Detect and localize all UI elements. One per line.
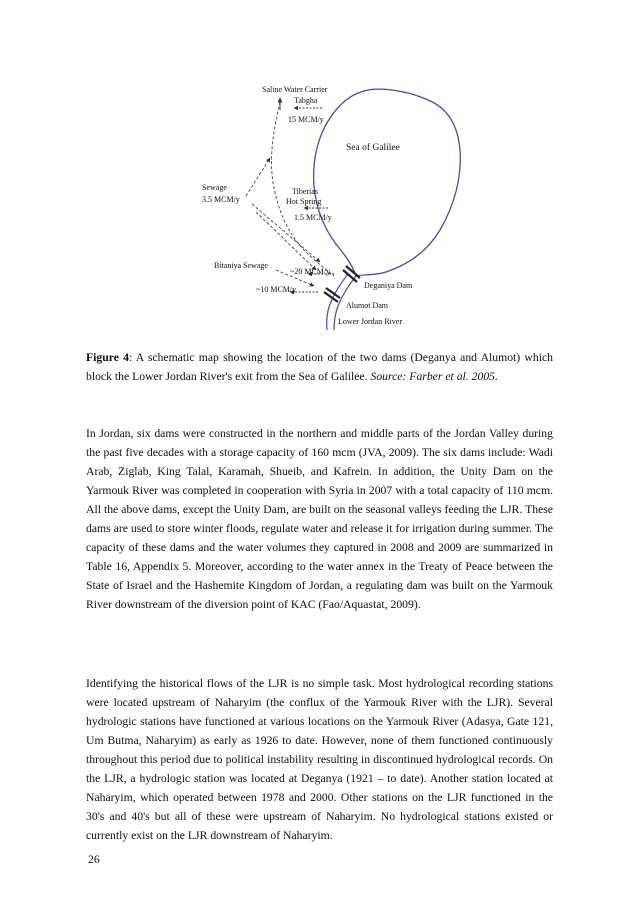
caption-source: Source: Farber et al. 2005. [370,370,498,383]
sewage-arrow [246,158,270,196]
label-saline-water-carrier: Saline Water Carrier [262,85,328,94]
figure-caption [86,348,553,386]
caption-label: Figure 4 [86,351,129,364]
map-drawing [196,78,486,340]
paragraph-text: Identifying the historical flows of the LJR is no simple task. Most hydrological recording stations were located upstream of Naharyim (the conflux of the Yarmouk River with the LJR). Several hydrologic stations have functioned at various locations on the Yarmouk River (Adasya, Gate 121, Um Butma, Naharyim) as early as 1926 to date. However, none of them functioned continuously throughout this period due to political instability resulting in discontinued hydrological records. On the LJR, a hydrologic station was located at Deganya (1921 – to date). Another station located at Naharyim, which operated between 1978 and 2000. Other stations on the LJR functioned in the 30's and 40's but all of these were upstream of Naharyim. No hydrological stations existed or currently exist on the LJR downstream of Naharyim. [86,677,553,842]
label-tabgha-flow: 15 MCM/y [288,115,324,124]
label-sewage: Sewage [202,183,227,192]
label-alumot-dam: Alumot Dam [346,301,388,310]
sea-of-galilee-outline [314,89,461,276]
label-sea-of-galilee: Sea of Galilee [346,143,400,153]
paragraph-text: In Jordan, six dams were constructed in the northern and middle parts of the Jordan Valley during the past five decades with a storage capacity of 160 mcm (JVA, 2009). The six dams include: Wadi Arab, Ziglab, King Talal, Karamah, Shueib, and Kafrein. In addition, the Unity Dam on the Yarmouk River was completed in cooperation with Syria in 2007 with a total capacity of 110 mcm. All the above dams, except the Unity Dam, are built on the seasonal valleys feeding the LJR. These dams are used to store winter floods, regulate water and release it for irrigation during summer. The capacity of these dams and the water volumes they captured in 2008 and 2009 are summarized in Table 16, Appendix 5. Moreover, according to the water annex in the Treaty of Peace between the State of Israel and the Hashemite Kingdom of Jordan, a regulating dam was built on the Yarmouk River downstream of the diversion point of KAC (Fao/Aquastat, 2009). [86,427,553,611]
schematic-map-figure [196,78,486,340]
body-paragraph-historical-flows [86,674,553,845]
deganiya-dam-marker [343,266,360,282]
label-tabgha: Tabgha [294,96,318,105]
caption-text: : A schematic map showing the location of the two dams (Deganya and Alumot) which block the Lower Jordan River's exit from the Sea of Galilee. [86,351,553,383]
label-tiberias: Tiberias [292,187,318,196]
label-hot-spring: Hot Spring [286,197,322,206]
caption-paragraph [86,348,553,386]
label-sewage-flow: 3.5 MCM/y [202,195,240,204]
body-paragraph-jordan-dams [86,424,553,614]
label-outflow-20: ~20 MCM/y [290,267,331,276]
label-outflow-10: ~10 MCM/y [256,285,297,294]
label-bitaniya-sewage: Bitaniya Sewage [214,261,268,270]
page-number: 26 [88,853,100,866]
label-lower-jordan-river: Lower Jordan River [338,317,402,326]
label-hot-spring-flow: 1.5 MCM/y [294,213,332,222]
label-deganiya-dam: Deganiya Dam [364,281,413,290]
